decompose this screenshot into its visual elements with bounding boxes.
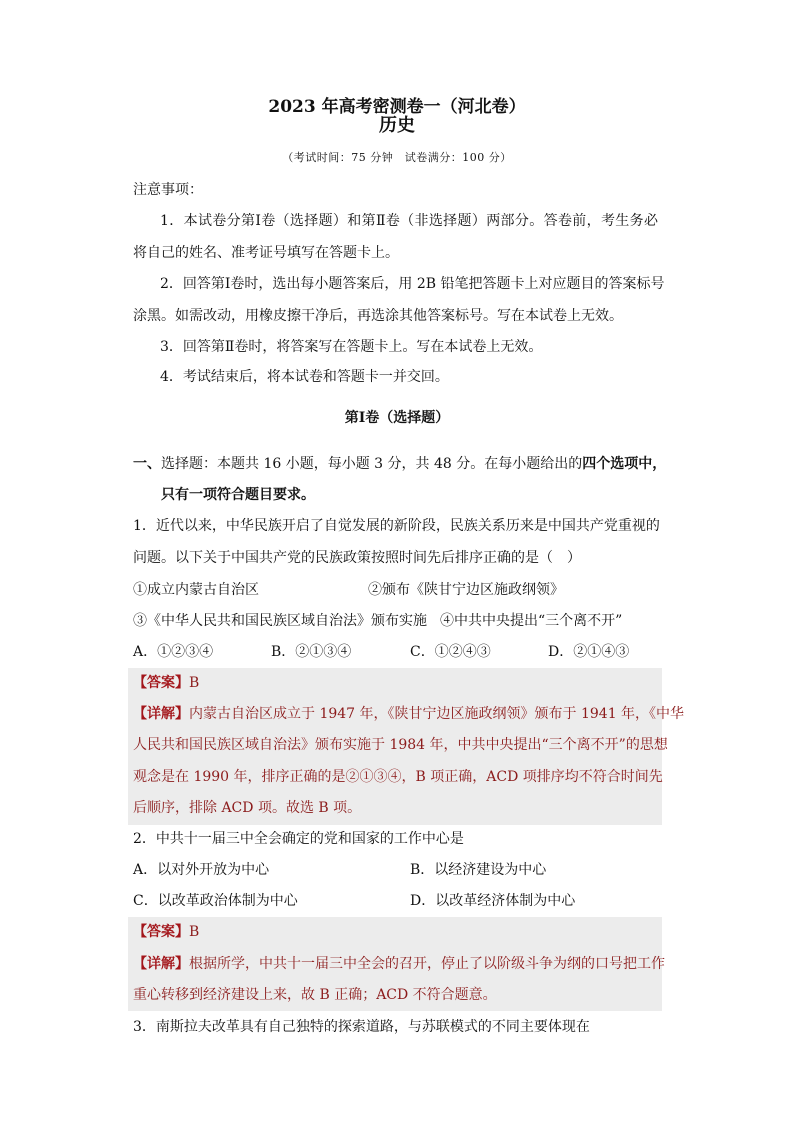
notice-item-3: 3．回答第Ⅱ卷时，将答案写在答题卡上。写在本试卷上无效。 xyxy=(160,339,543,355)
notice-heading: 注意事项： xyxy=(133,182,203,198)
exam-subject: 历史 xyxy=(379,115,415,136)
question-1-explanation-line-4: 后顺序，排除 ACD 项。故选 B 项。 xyxy=(133,800,362,816)
question-3-stem: 3．南斯拉夫改革具有自己独特的探索道路，与苏联模式的不同主要体现在 xyxy=(133,1019,590,1035)
question-1-option-c: C．①②④③ xyxy=(410,644,491,660)
section-emphasis: 四个选项中， xyxy=(582,456,667,472)
section-number: 一、 xyxy=(133,456,161,472)
answer-value: B xyxy=(189,924,200,940)
section-instruction-line-2: 只有一项符合题目要求。 xyxy=(161,487,315,503)
question-1-option-b: B．②①③④ xyxy=(271,644,352,660)
answer-value: B xyxy=(189,675,200,691)
question-2-stem: 2．中共十一届三中全会确定的党和国家的工作中心是 xyxy=(133,831,464,847)
question-2-explanation-line-2: 重心转移到经济建设上来，故 B 正确；ACD 不符合题意。 xyxy=(133,987,497,1003)
question-1-stem-line-2: 问题。以下关于中国共产党的民族政策按照时间先后排序正确的是（ ） xyxy=(133,550,581,566)
explanation-text: 内蒙古自治区成立于 1947 年，《陕甘宁边区施政纲领》颁布于 1941 年，《中华 xyxy=(189,706,685,722)
question-2-answer xyxy=(133,922,199,942)
notice-item-2-line-1: 2．回答第Ⅰ卷时，选出每小题答案后，用 2B 铅笔把答题卡上对应题目的答案标号 xyxy=(160,276,665,292)
answer-label: 【答案】 xyxy=(133,675,189,691)
question-2-option-c: C．以改革政治体制为中心 xyxy=(133,893,298,909)
question-1-option-a: A．①②③④ xyxy=(133,644,214,660)
answer-label: 【答案】 xyxy=(133,924,189,940)
question-1-answer xyxy=(133,673,199,693)
notice-item-2-line-2: 涂黑。如需改动，用橡皮擦干净后，再选涂其他答案标号。写在本试卷上无效。 xyxy=(133,308,623,324)
section-instruction-line-1 xyxy=(133,454,667,474)
notice-item-4: 4．考试结束后，将本试卷和答题卡一并交回。 xyxy=(160,369,449,385)
explanation-label: 【详解】 xyxy=(133,706,189,722)
section-text: 选择题：本题共 16 小题，每小题 3 分，共 48 分。在每小题给出的 xyxy=(161,456,583,472)
notice-item-1-line-2: 将自己的姓名、准考证号填写在答题卡上。 xyxy=(133,245,399,261)
question-1-stem-line-1: 1．近代以来，中华民族开启了自觉发展的新阶段，民族关系历来是中国共产党重视的 xyxy=(133,518,660,534)
question-1-item-3: ③《中华人民共和国民族区域自治法》颁布实施 xyxy=(133,613,427,629)
question-2-option-a: A．以对外开放为中心 xyxy=(133,862,270,878)
question-2-option-b: B．以经济建设为中心 xyxy=(410,862,547,878)
question-1-explanation-line-3: 观念是在 1990 年，排序正确的是②①③④，B 项正确，ACD 项排序均不符合时间先 xyxy=(133,769,663,785)
part-title: 第Ⅰ卷（选择题） xyxy=(344,410,450,426)
question-1-explanation-line-1 xyxy=(133,704,685,724)
question-1-option-d: D．②①④③ xyxy=(548,644,630,660)
question-1-item-2: ②颁布《陕甘宁边区施政纲领》 xyxy=(368,582,564,598)
explanation-text: 根据所学，中共十一届三中全会的召开，停止了以阶级斗争为纲的口号把工作 xyxy=(189,956,665,972)
notice-item-1-line-1: 1．本试卷分第Ⅰ卷（选择题）和第Ⅱ卷（非选择题）两部分。答卷前，考生务必 xyxy=(160,213,658,229)
question-1-item-4: ④中共中央提出“三个离不开” xyxy=(440,613,623,629)
question-1-item-1: ①成立内蒙古自治区 xyxy=(133,582,259,598)
question-2-explanation-line-1 xyxy=(133,954,665,974)
question-2-option-d: D．以改革经济体制为中心 xyxy=(410,893,576,909)
question-1-explanation-line-2: 人民共和国民族区域自治法》颁布实施于 1984 年，中共中央提出“三个离不开”的思想 xyxy=(133,737,668,753)
exam-info: （考试时间：75 分钟 试卷满分：100 分） xyxy=(282,151,512,164)
explanation-label: 【详解】 xyxy=(133,956,189,972)
exam-title: 2023 年高考密测卷一（河北卷） xyxy=(268,97,526,117)
